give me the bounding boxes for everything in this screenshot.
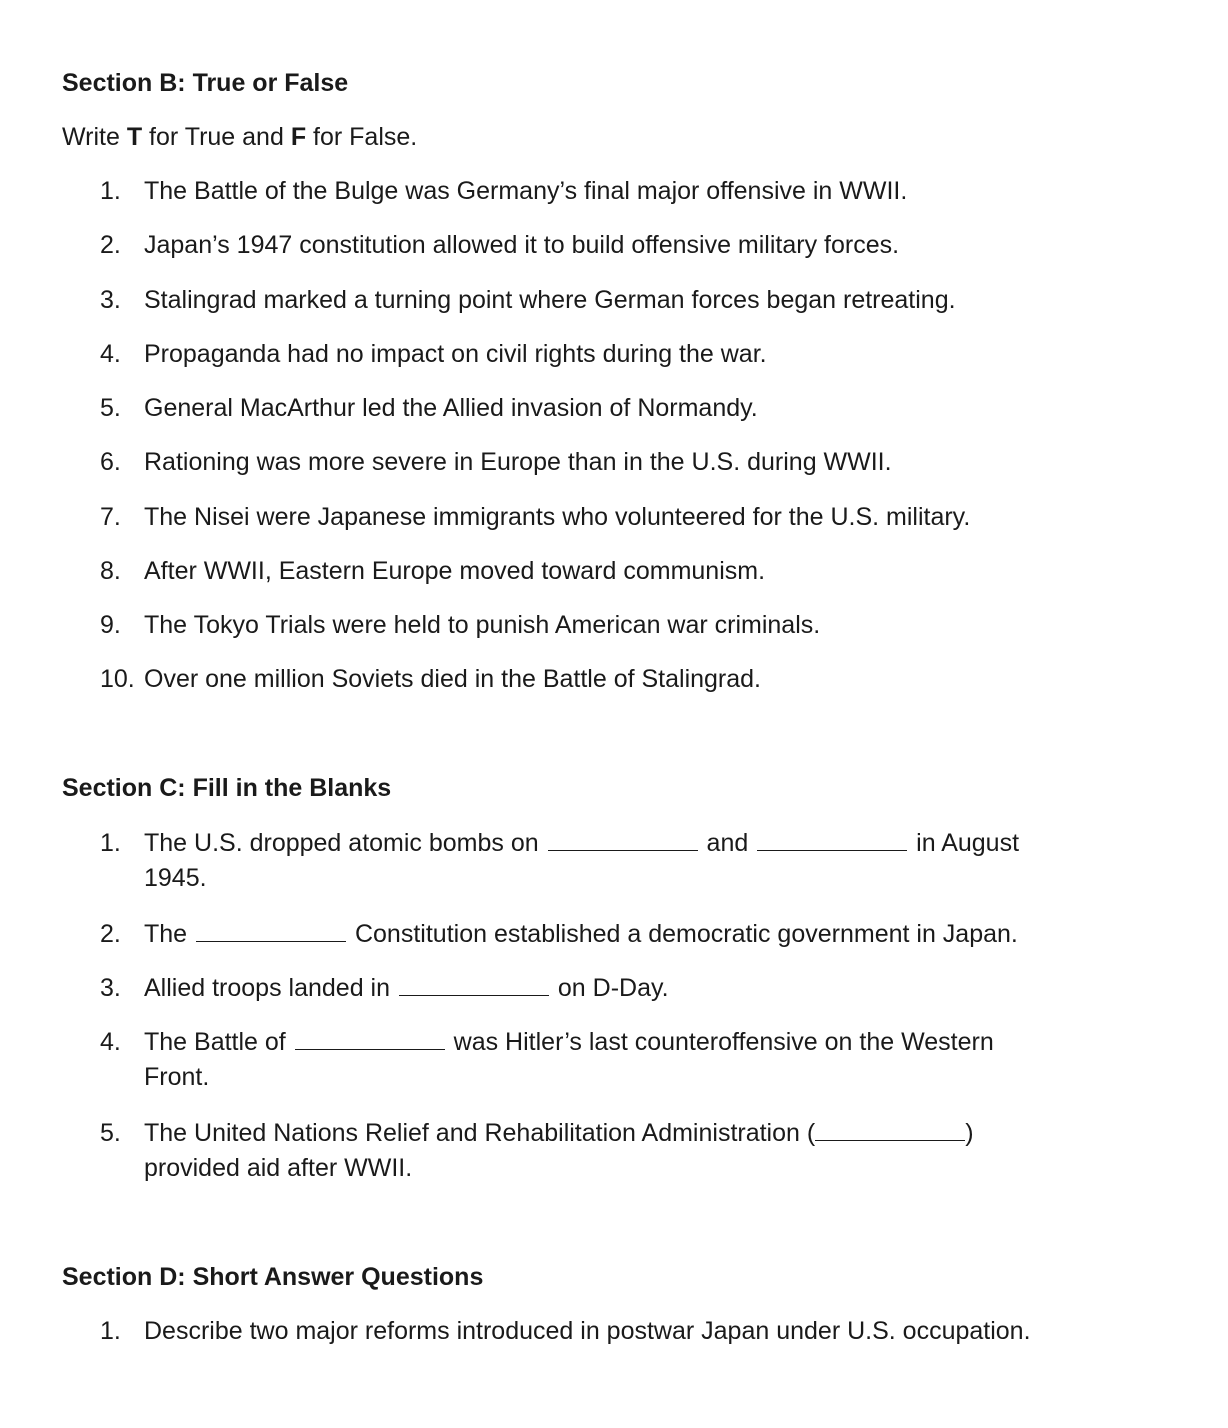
item-text: Allied troops landed in: [144, 974, 397, 1002]
item-continuation: provided aid after WWII.: [144, 1154, 413, 1182]
item-text: was Hitler’s last counteroffensive on the Western: [446, 1028, 994, 1056]
section-d-heading: Section D: Short Answer Questions: [62, 1263, 484, 1291]
instruction-text: for False.: [306, 123, 418, 151]
instruction-true-letter: T: [126, 123, 143, 151]
item-number: 8.: [100, 557, 121, 585]
item-number: 1.: [100, 829, 121, 857]
section-c-heading: Section C: Fill in the Blanks: [62, 774, 392, 802]
fill-blank-item: [100, 973, 1200, 1003]
item-text: General MacArthur led the Allied invasion of Normandy.: [144, 394, 758, 422]
true-false-item: [100, 394, 1200, 423]
item-text: on D-Day.: [550, 974, 669, 1002]
item-text: Propaganda had no impact on civil rights during the war.: [144, 340, 767, 368]
true-false-item: [100, 503, 1200, 532]
item-number: 1.: [100, 1317, 121, 1345]
instruction-text: Write: [62, 123, 127, 151]
item-number: 3.: [100, 974, 121, 1002]
item-number: 3.: [100, 286, 121, 314]
answer-blank[interactable]: [295, 1027, 445, 1050]
item-text: Rationing was more severe in Europe than in the U.S. during WWII.: [144, 448, 892, 476]
fill-blank-item: [100, 919, 1200, 949]
item-number: 4.: [100, 1028, 121, 1056]
fill-blank-item: [100, 828, 1200, 858]
item-number: 7.: [100, 503, 121, 531]
true-false-item: [100, 177, 1200, 206]
item-text: The Nisei were Japanese immigrants who volunteered for the U.S. military.: [144, 503, 971, 531]
item-number: 10.: [100, 665, 135, 693]
true-false-item: [100, 611, 1200, 640]
item-text: in August: [909, 829, 1020, 857]
short-answer-item: [100, 1317, 1200, 1346]
item-text: Describe two major reforms introduced in postwar Japan under U.S. occupation.: [144, 1317, 1031, 1345]
answer-blank[interactable]: [757, 828, 907, 851]
answer-blank[interactable]: [548, 828, 698, 851]
item-text: The Battle of the Bulge was Germany’s final major offensive in WWII.: [144, 177, 908, 205]
item-text: The Tokyo Trials were held to punish American war criminals.: [144, 611, 821, 639]
item-number: 5.: [100, 394, 121, 422]
item-number: 2.: [100, 231, 121, 259]
item-text: Stalingrad marked a turning point where German forces began retreating.: [144, 286, 956, 314]
item-text: Japan’s 1947 constitution allowed it to build offensive military forces.: [144, 231, 900, 259]
true-false-item: [100, 665, 1200, 694]
true-false-item: [100, 557, 1200, 586]
item-number: 1.: [100, 177, 121, 205]
instruction-text: for True and: [142, 123, 291, 151]
item-text: The: [144, 920, 195, 948]
item-text: The United Nations Relief and Rehabilitation Administration (: [144, 1119, 816, 1147]
instruction-false-letter: F: [290, 123, 307, 151]
section-b-instruction: [62, 123, 417, 152]
answer-blank[interactable]: [196, 919, 346, 942]
item-text: ): [965, 1119, 974, 1147]
fill-blank-item: [100, 1027, 1200, 1057]
answer-blank[interactable]: [399, 973, 549, 996]
item-text: The Battle of: [144, 1028, 293, 1056]
item-number: 4.: [100, 340, 121, 368]
item-continuation: 1945.: [144, 864, 207, 892]
item-number: 6.: [100, 448, 121, 476]
fill-blank-item: [100, 1118, 1200, 1148]
item-text: After WWII, Eastern Europe moved toward communism.: [144, 557, 766, 585]
true-false-item: [100, 448, 1200, 477]
item-text: Over one million Soviets died in the Battle of Stalingrad.: [144, 665, 762, 693]
true-false-item: [100, 231, 1200, 260]
answer-blank[interactable]: [815, 1118, 965, 1141]
section-b-heading: Section B: True or False: [62, 69, 349, 97]
item-number: 2.: [100, 920, 121, 948]
item-text: and: [699, 829, 756, 857]
item-number: 9.: [100, 611, 121, 639]
item-text: Constitution established a democratic government in Japan.: [348, 920, 1018, 948]
true-false-item: [100, 340, 1200, 369]
item-continuation: Front.: [144, 1063, 210, 1091]
true-false-item: [100, 286, 1200, 315]
item-text: The U.S. dropped atomic bombs on: [144, 829, 546, 857]
item-number: 5.: [100, 1119, 121, 1147]
